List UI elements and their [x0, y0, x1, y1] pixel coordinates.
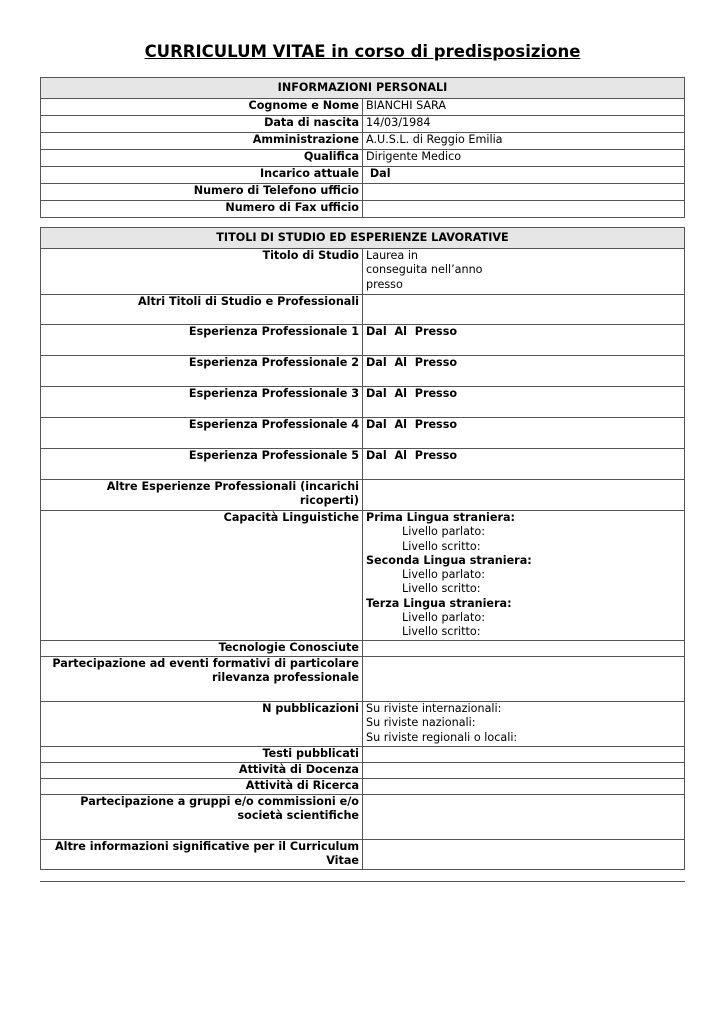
lingue-value — [363, 511, 685, 641]
table-row — [41, 418, 685, 449]
lingua-1-name: Prima Lingua straniera: — [366, 511, 515, 524]
personal-info-header: INFORMAZIONI PERSONALI — [41, 78, 685, 99]
table-row — [41, 116, 685, 133]
gruppi-value — [363, 795, 685, 840]
table-row — [41, 511, 685, 641]
data-nascita-value: 14/03/1984 — [363, 116, 685, 133]
table-row — [41, 356, 685, 387]
table-row — [41, 779, 685, 795]
fax-label: Numero di Fax ufficio — [41, 201, 363, 218]
table-row — [41, 840, 685, 870]
telefono-value — [363, 184, 685, 201]
altre-info-label: Altre informazioni significative per il Curriculum Vitae — [41, 840, 363, 870]
esperienza-2-label: Esperienza Professionale 2 — [41, 356, 363, 387]
table-row — [41, 325, 685, 356]
table-row — [41, 763, 685, 779]
amministrazione-value: A.U.S.L. di Reggio Emilia — [363, 133, 685, 150]
personal-info-table — [40, 77, 685, 218]
table-row — [41, 480, 685, 511]
table-row — [41, 133, 685, 150]
esperienza-2-value: Dal Al Presso — [363, 356, 685, 387]
esperienza-1-value: Dal Al Presso — [363, 325, 685, 356]
table-row — [41, 167, 685, 184]
eventi-formativi-label: Partecipazione ad eventi formativi di particolare rilevanza professionale — [41, 657, 363, 702]
table-row — [41, 201, 685, 218]
esperienza-4-value: Dal Al Presso — [363, 418, 685, 449]
table-row — [41, 702, 685, 747]
esperienza-3-value: Dal Al Presso — [363, 387, 685, 418]
telefono-label: Numero di Telefono ufficio — [41, 184, 363, 201]
pubblicazioni-label: N pubblicazioni — [41, 702, 363, 747]
lingua-3-parlato: Livello parlato: — [402, 611, 485, 625]
studies-header: TITOLI DI STUDIO ED ESPERIENZE LAVORATIVE — [41, 228, 685, 249]
table-row — [41, 249, 685, 295]
altre-info-value — [363, 840, 685, 870]
altre-esperienze-value — [363, 480, 685, 511]
esperienza-1-label: Esperienza Professionale 1 — [41, 325, 363, 356]
table-row — [41, 150, 685, 167]
titolo-line: Laurea in — [366, 249, 419, 262]
table-row — [41, 295, 685, 325]
lingua-2-scritto: Livello scritto: — [402, 582, 481, 596]
table-row — [41, 449, 685, 480]
pubblicazioni-value — [363, 702, 685, 747]
testi-value — [363, 747, 685, 763]
docenza-label: Attività di Docenza — [41, 763, 363, 779]
titolo-studio-value — [363, 249, 685, 295]
page-title: CURRICULUM VITAE in corso di predisposizione — [144, 42, 581, 61]
pubblicazioni-line: Su riviste nazionali: — [366, 716, 476, 730]
titolo-line: conseguita nell’anno — [366, 263, 483, 277]
data-nascita-label: Data di nascita — [41, 116, 363, 133]
incarico-label: Incarico attuale — [41, 167, 363, 184]
altri-titoli-value — [363, 295, 685, 325]
qualifica-value: Dirigente Medico — [363, 150, 685, 167]
lingua-3-name: Terza Lingua straniera: — [366, 596, 512, 610]
lingua-3-scritto: Livello scritto: — [402, 625, 481, 639]
table-row — [41, 657, 685, 702]
cognome-nome-value: BIANCHI SARA — [363, 99, 685, 116]
incarico-value: Dal — [363, 167, 685, 184]
lingue-label: Capacità Linguistiche — [41, 511, 363, 641]
tecnologie-value — [363, 641, 685, 657]
table-row — [41, 387, 685, 418]
qualifica-label: Qualifica — [41, 150, 363, 167]
lingua-1-parlato: Livello parlato: — [402, 525, 485, 539]
testi-label: Testi pubblicati — [41, 747, 363, 763]
tecnologie-label: Tecnologie Conosciute — [41, 641, 363, 657]
ricerca-value — [363, 779, 685, 795]
table-row — [41, 641, 685, 657]
fax-value — [363, 201, 685, 218]
altre-esperienze-label: Altre Esperienze Professionali (incarichi ricoperti) — [41, 480, 363, 511]
cognome-nome-label: Cognome e Nome — [41, 99, 363, 116]
lingua-1-scritto: Livello scritto: — [402, 539, 481, 553]
esperienza-5-label: Esperienza Professionale 5 — [41, 449, 363, 480]
eventi-formativi-value — [363, 657, 685, 702]
gruppi-label: Partecipazione a gruppi e/o commissioni e/o società scientifiche — [41, 795, 363, 840]
titolo-line: presso — [366, 277, 403, 291]
esperienza-3-label: Esperienza Professionale 3 — [41, 387, 363, 418]
pubblicazioni-line: Su riviste internazionali: — [366, 702, 502, 715]
esperienza-4-label: Esperienza Professionale 4 — [41, 418, 363, 449]
pubblicazioni-line: Su riviste regionali o locali: — [366, 730, 518, 744]
docenza-value — [363, 763, 685, 779]
ricerca-label: Attività di Ricerca — [41, 779, 363, 795]
amministrazione-label: Amministrazione — [41, 133, 363, 150]
lingua-2-name: Seconda Lingua straniera: — [366, 553, 532, 567]
esperienza-5-value: Dal Al Presso — [363, 449, 685, 480]
footer-divider — [40, 881, 685, 882]
table-row — [41, 795, 685, 840]
altri-titoli-label: Altri Titoli di Studio e Professionali — [41, 295, 363, 325]
table-row — [41, 747, 685, 763]
studies-table — [40, 227, 685, 870]
table-row — [41, 99, 685, 116]
titolo-studio-label: Titolo di Studio — [41, 249, 363, 295]
table-row — [41, 184, 685, 201]
lingua-2-parlato: Livello parlato: — [402, 568, 485, 582]
